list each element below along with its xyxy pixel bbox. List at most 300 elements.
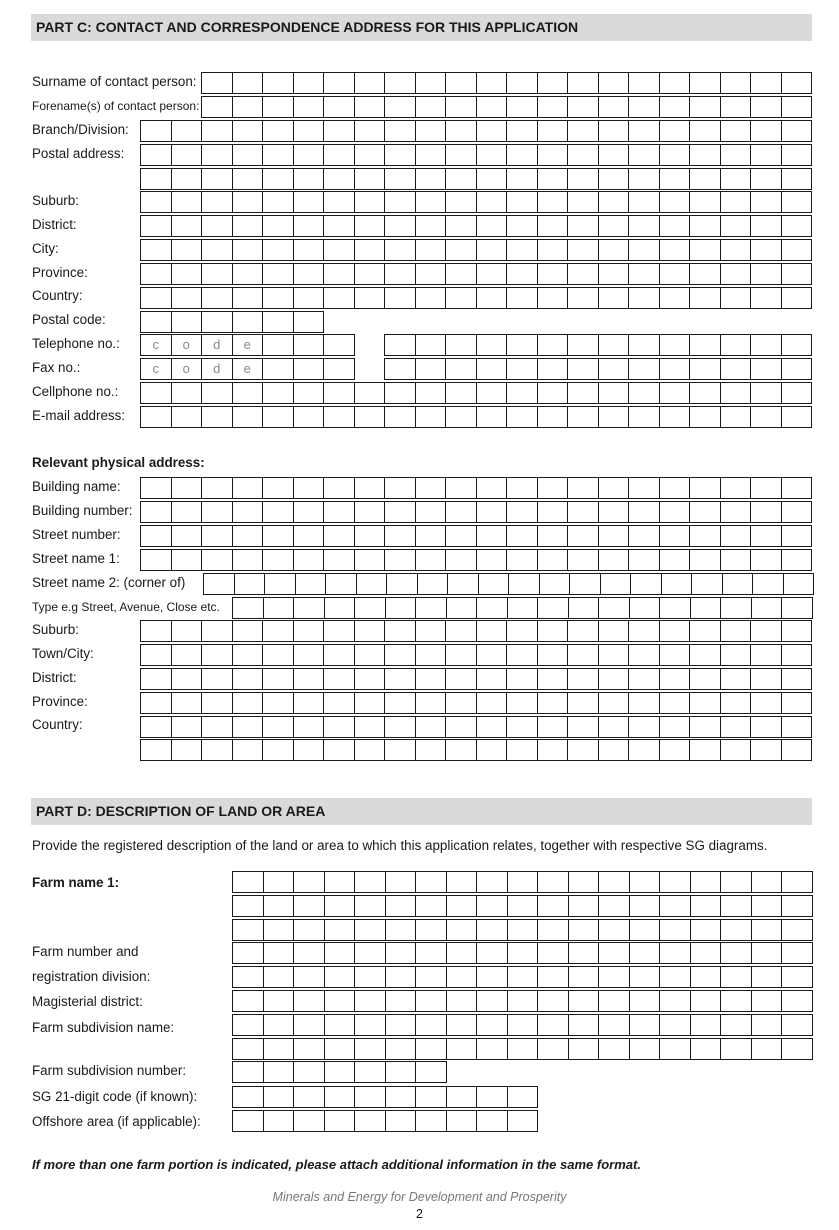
- char-box[interactable]: [324, 620, 355, 642]
- char-box[interactable]: [538, 597, 569, 619]
- char-box[interactable]: [538, 990, 569, 1012]
- char-box[interactable]: [599, 668, 630, 690]
- char-box[interactable]: [629, 477, 660, 499]
- char-box[interactable]: [385, 215, 416, 237]
- char-box[interactable]: [264, 966, 295, 988]
- char-box[interactable]: [721, 72, 752, 94]
- char-box[interactable]: [479, 573, 510, 595]
- char-box[interactable]: [233, 311, 264, 333]
- char-box[interactable]: [751, 239, 782, 261]
- char-box[interactable]: [508, 871, 539, 893]
- char-box[interactable]: [599, 239, 630, 261]
- char-box[interactable]: [416, 966, 447, 988]
- char-box[interactable]: [568, 263, 599, 285]
- char-box[interactable]: [386, 1014, 417, 1036]
- char-box[interactable]: [294, 168, 325, 190]
- char-box[interactable]: [538, 871, 569, 893]
- char-box[interactable]: [141, 525, 172, 547]
- char-box[interactable]: [629, 692, 660, 714]
- char-box[interactable]: [263, 287, 294, 309]
- char-box[interactable]: [721, 871, 752, 893]
- char-box[interactable]: [172, 239, 203, 261]
- char-box[interactable]: [538, 120, 569, 142]
- char-box[interactable]: [569, 966, 600, 988]
- char-box[interactable]: [782, 620, 813, 642]
- char-box[interactable]: [202, 739, 233, 761]
- char-box[interactable]: [233, 549, 264, 571]
- char-box[interactable]: [508, 1038, 539, 1060]
- char-box[interactable]: [721, 525, 752, 547]
- char-box[interactable]: [477, 72, 508, 94]
- char-box[interactable]: [507, 716, 538, 738]
- char-box[interactable]: [477, 334, 508, 356]
- char-box[interactable]: [172, 287, 203, 309]
- char-box[interactable]: [416, 692, 447, 714]
- char-box[interactable]: [599, 942, 630, 964]
- char-box[interactable]: [235, 573, 266, 595]
- char-box[interactable]: [233, 263, 264, 285]
- char-box[interactable]: [294, 1061, 325, 1083]
- char-box[interactable]: [172, 215, 203, 237]
- char-box[interactable]: [477, 120, 508, 142]
- char-box[interactable]: [751, 334, 782, 356]
- char-box[interactable]: [416, 477, 447, 499]
- char-box[interactable]: [416, 668, 447, 690]
- char-box[interactable]: [294, 739, 325, 761]
- char-box[interactable]: [782, 739, 813, 761]
- char-box[interactable]: [568, 215, 599, 237]
- char-box[interactable]: [416, 919, 447, 941]
- char-box[interactable]: [782, 477, 813, 499]
- char-box[interactable]: [385, 382, 416, 404]
- char-box[interactable]: [721, 668, 752, 690]
- char-box[interactable]: [690, 215, 721, 237]
- char-box[interactable]: [446, 334, 477, 356]
- char-box[interactable]: [263, 239, 294, 261]
- char-box[interactable]: [416, 871, 447, 893]
- char-box[interactable]: [599, 919, 630, 941]
- char-box[interactable]: [324, 739, 355, 761]
- char-box[interactable]: [294, 144, 325, 166]
- char-box[interactable]: [141, 239, 172, 261]
- char-box[interactable]: [569, 895, 600, 917]
- char-box[interactable]: [538, 72, 569, 94]
- char-box[interactable]: [692, 573, 723, 595]
- char-box[interactable]: [569, 871, 600, 893]
- char-box[interactable]: [233, 501, 264, 523]
- char-box[interactable]: [141, 716, 172, 738]
- char-box[interactable]: [447, 942, 478, 964]
- char-box[interactable]: [141, 191, 172, 213]
- char-box[interactable]: [233, 525, 264, 547]
- char-box[interactable]: [172, 120, 203, 142]
- char-box[interactable]: [204, 573, 235, 595]
- char-box[interactable]: [477, 739, 508, 761]
- char-box[interactable]: [233, 692, 264, 714]
- char-box[interactable]: [355, 263, 386, 285]
- char-box[interactable]: [233, 215, 264, 237]
- char-box[interactable]: [448, 573, 479, 595]
- char-box[interactable]: [447, 919, 478, 941]
- char-box[interactable]: [721, 382, 752, 404]
- char-box[interactable]: [446, 501, 477, 523]
- char-box[interactable]: [599, 1014, 630, 1036]
- char-box[interactable]: [294, 239, 325, 261]
- char-box[interactable]: [172, 311, 203, 333]
- char-box[interactable]: [324, 215, 355, 237]
- char-box[interactable]: [416, 990, 447, 1012]
- char-box[interactable]: [629, 501, 660, 523]
- char-box[interactable]: [568, 144, 599, 166]
- char-box[interactable]: [660, 406, 691, 428]
- char-box[interactable]: [660, 525, 691, 547]
- char-box[interactable]: [630, 990, 661, 1012]
- char-box[interactable]: [385, 168, 416, 190]
- char-box[interactable]: [690, 692, 721, 714]
- char-box[interactable]: [202, 501, 233, 523]
- char-box[interactable]: [691, 1038, 722, 1060]
- char-box[interactable]: [416, 1038, 447, 1060]
- char-box[interactable]: [660, 96, 691, 118]
- char-box[interactable]: [751, 549, 782, 571]
- char-box[interactable]: [569, 1038, 600, 1060]
- char-box[interactable]: [324, 668, 355, 690]
- char-box[interactable]: [416, 597, 447, 619]
- char-box[interactable]: [294, 1014, 325, 1036]
- char-box[interactable]: [538, 215, 569, 237]
- char-box[interactable]: [447, 990, 478, 1012]
- char-box[interactable]: [446, 716, 477, 738]
- char-box[interactable]: [477, 406, 508, 428]
- char-box[interactable]: [691, 919, 722, 941]
- char-box[interactable]: [447, 1086, 478, 1108]
- char-box[interactable]: [752, 597, 783, 619]
- char-box[interactable]: [355, 96, 386, 118]
- char-box[interactable]: [416, 1086, 447, 1108]
- char-box[interactable]: [263, 263, 294, 285]
- char-box[interactable]: [691, 895, 722, 917]
- char-box[interactable]: [355, 477, 386, 499]
- char-box[interactable]: [599, 597, 630, 619]
- char-box[interactable]: [324, 692, 355, 714]
- char-box[interactable]: [599, 215, 630, 237]
- char-box[interactable]: [782, 525, 813, 547]
- char-box[interactable]: [233, 406, 264, 428]
- char-box[interactable]: [629, 215, 660, 237]
- char-box[interactable]: [569, 597, 600, 619]
- char-box[interactable]: [477, 895, 508, 917]
- char-box[interactable]: [233, 287, 264, 309]
- char-box[interactable]: [355, 1038, 386, 1060]
- char-box[interactable]: [172, 263, 203, 285]
- char-box[interactable]: [141, 144, 172, 166]
- char-box[interactable]: [294, 406, 325, 428]
- char-box[interactable]: [508, 990, 539, 1012]
- char-box[interactable]: [568, 358, 599, 380]
- char-box[interactable]: [782, 263, 813, 285]
- char-box[interactable]: [355, 72, 386, 94]
- char-box[interactable]: [660, 716, 691, 738]
- char-box[interactable]: [568, 692, 599, 714]
- char-box[interactable]: [599, 966, 630, 988]
- char-box[interactable]: [385, 239, 416, 261]
- char-box[interactable]: [141, 477, 172, 499]
- char-box[interactable]: [416, 501, 447, 523]
- char-box[interactable]: [782, 871, 813, 893]
- char-box[interactable]: [294, 549, 325, 571]
- char-box[interactable]: [141, 620, 172, 642]
- char-box[interactable]: [690, 287, 721, 309]
- char-box[interactable]: [568, 668, 599, 690]
- char-box[interactable]: [629, 96, 660, 118]
- char-box[interactable]: [477, 644, 508, 666]
- char-box[interactable]: [294, 72, 325, 94]
- char-box[interactable]: [751, 120, 782, 142]
- char-box[interactable]: [660, 382, 691, 404]
- char-box[interactable]: [172, 525, 203, 547]
- char-box[interactable]: [294, 1038, 325, 1060]
- char-box[interactable]: [385, 96, 416, 118]
- char-box[interactable]: [568, 72, 599, 94]
- char-box[interactable]: [172, 644, 203, 666]
- char-box[interactable]: [324, 72, 355, 94]
- char-box[interactable]: [507, 358, 538, 380]
- char-box[interactable]: [385, 739, 416, 761]
- char-box[interactable]: [629, 620, 660, 642]
- char-box[interactable]: [660, 966, 691, 988]
- char-box[interactable]: [660, 239, 691, 261]
- char-box[interactable]: [568, 334, 599, 356]
- char-box[interactable]: [751, 382, 782, 404]
- char-box[interactable]: [568, 501, 599, 523]
- char-box[interactable]: [784, 573, 815, 595]
- char-box[interactable]: [263, 525, 294, 547]
- char-box[interactable]: [568, 239, 599, 261]
- char-box[interactable]: [324, 334, 355, 356]
- char-box[interactable]: [508, 919, 539, 941]
- char-box[interactable]: [752, 1038, 783, 1060]
- char-box[interactable]: [385, 263, 416, 285]
- char-box[interactable]: [355, 1110, 386, 1132]
- char-box[interactable]: [721, 597, 752, 619]
- char-box[interactable]: d: [202, 334, 233, 356]
- char-box[interactable]: [752, 895, 783, 917]
- char-box[interactable]: [385, 144, 416, 166]
- char-box[interactable]: [264, 1061, 295, 1083]
- char-box[interactable]: [446, 477, 477, 499]
- char-box[interactable]: [294, 287, 325, 309]
- char-box[interactable]: [782, 406, 813, 428]
- char-box[interactable]: [660, 191, 691, 213]
- char-box[interactable]: [507, 477, 538, 499]
- char-box[interactable]: [202, 692, 233, 714]
- char-box[interactable]: [355, 1061, 386, 1083]
- char-box[interactable]: [751, 191, 782, 213]
- char-box[interactable]: [690, 477, 721, 499]
- char-box[interactable]: [324, 358, 355, 380]
- char-box[interactable]: [386, 919, 417, 941]
- char-box[interactable]: [660, 919, 691, 941]
- char-box[interactable]: [721, 990, 752, 1012]
- char-box[interactable]: [630, 1038, 661, 1060]
- char-box[interactable]: [721, 739, 752, 761]
- char-box[interactable]: [507, 287, 538, 309]
- char-box[interactable]: [540, 573, 571, 595]
- char-box[interactable]: [202, 668, 233, 690]
- char-box[interactable]: [721, 334, 752, 356]
- char-box[interactable]: [294, 311, 325, 333]
- char-box[interactable]: [446, 72, 477, 94]
- char-box[interactable]: [385, 72, 416, 94]
- char-box[interactable]: [355, 382, 386, 404]
- char-box[interactable]: [599, 358, 630, 380]
- char-box[interactable]: [751, 406, 782, 428]
- char-box[interactable]: [509, 573, 540, 595]
- char-box[interactable]: [385, 120, 416, 142]
- char-box[interactable]: [599, 644, 630, 666]
- char-box[interactable]: [690, 120, 721, 142]
- char-box[interactable]: [629, 120, 660, 142]
- char-box[interactable]: [294, 334, 325, 356]
- char-box[interactable]: [751, 668, 782, 690]
- char-box[interactable]: [355, 990, 386, 1012]
- char-box[interactable]: [660, 334, 691, 356]
- char-box[interactable]: [599, 144, 630, 166]
- char-box[interactable]: [660, 287, 691, 309]
- char-box[interactable]: [662, 573, 693, 595]
- char-box[interactable]: o: [172, 334, 203, 356]
- char-box[interactable]: [599, 191, 630, 213]
- char-box[interactable]: [416, 168, 447, 190]
- char-box[interactable]: [233, 990, 264, 1012]
- char-box[interactable]: [386, 1038, 417, 1060]
- char-box[interactable]: [538, 287, 569, 309]
- char-box[interactable]: [294, 919, 325, 941]
- char-box[interactable]: [782, 549, 813, 571]
- char-box[interactable]: [477, 692, 508, 714]
- char-box[interactable]: [263, 168, 294, 190]
- char-box[interactable]: [538, 477, 569, 499]
- char-box[interactable]: [721, 1038, 752, 1060]
- char-box[interactable]: [324, 644, 355, 666]
- char-box[interactable]: [629, 263, 660, 285]
- char-box[interactable]: [599, 871, 630, 893]
- char-box[interactable]: [172, 620, 203, 642]
- char-box[interactable]: [477, 620, 508, 642]
- char-box[interactable]: [263, 716, 294, 738]
- char-box[interactable]: e: [233, 334, 264, 356]
- char-box[interactable]: [264, 942, 295, 964]
- char-box[interactable]: [751, 215, 782, 237]
- char-box[interactable]: [782, 644, 813, 666]
- char-box[interactable]: [782, 215, 813, 237]
- char-box[interactable]: [324, 144, 355, 166]
- char-box[interactable]: [721, 549, 752, 571]
- char-box[interactable]: [569, 990, 600, 1012]
- char-box[interactable]: [446, 692, 477, 714]
- char-box[interactable]: [202, 549, 233, 571]
- char-box[interactable]: [294, 597, 325, 619]
- char-box[interactable]: [570, 573, 601, 595]
- char-box[interactable]: [446, 644, 477, 666]
- char-box[interactable]: [172, 144, 203, 166]
- char-box[interactable]: [355, 215, 386, 237]
- char-box[interactable]: [263, 96, 294, 118]
- char-box[interactable]: [660, 871, 691, 893]
- char-box[interactable]: [568, 644, 599, 666]
- char-box[interactable]: [355, 871, 386, 893]
- char-box[interactable]: [782, 96, 813, 118]
- char-box[interactable]: [263, 358, 294, 380]
- char-box[interactable]: [751, 692, 782, 714]
- char-box[interactable]: [355, 1086, 386, 1108]
- char-box[interactable]: [538, 358, 569, 380]
- char-box[interactable]: [538, 668, 569, 690]
- char-box[interactable]: [446, 382, 477, 404]
- char-box[interactable]: [202, 525, 233, 547]
- char-box[interactable]: [721, 239, 752, 261]
- char-box[interactable]: [294, 501, 325, 523]
- char-box[interactable]: [447, 597, 478, 619]
- char-box[interactable]: [326, 573, 357, 595]
- char-box[interactable]: [751, 620, 782, 642]
- char-box[interactable]: [660, 739, 691, 761]
- char-box[interactable]: [660, 358, 691, 380]
- char-box[interactable]: [324, 96, 355, 118]
- char-box[interactable]: [751, 168, 782, 190]
- char-box[interactable]: [355, 620, 386, 642]
- char-box[interactable]: [721, 644, 752, 666]
- char-box[interactable]: [629, 739, 660, 761]
- char-box[interactable]: [721, 287, 752, 309]
- char-box[interactable]: [416, 239, 447, 261]
- char-box[interactable]: [507, 644, 538, 666]
- char-box[interactable]: [629, 406, 660, 428]
- char-box[interactable]: [141, 501, 172, 523]
- char-box[interactable]: [721, 919, 752, 941]
- char-box[interactable]: [386, 1061, 417, 1083]
- char-box[interactable]: [357, 573, 388, 595]
- char-box[interactable]: [751, 287, 782, 309]
- char-box[interactable]: [325, 1110, 356, 1132]
- char-box[interactable]: [508, 895, 539, 917]
- char-box[interactable]: [568, 120, 599, 142]
- char-box[interactable]: [264, 1086, 295, 1108]
- char-box[interactable]: [233, 239, 264, 261]
- char-box[interactable]: [538, 501, 569, 523]
- char-box[interactable]: [631, 573, 662, 595]
- char-box[interactable]: [690, 334, 721, 356]
- char-box[interactable]: [629, 644, 660, 666]
- char-box[interactable]: [233, 871, 264, 893]
- char-box[interactable]: [660, 942, 691, 964]
- char-box[interactable]: o: [172, 358, 203, 380]
- char-box[interactable]: [446, 120, 477, 142]
- char-box[interactable]: [477, 263, 508, 285]
- char-box[interactable]: [202, 72, 233, 94]
- char-box[interactable]: [599, 501, 630, 523]
- char-box[interactable]: [264, 919, 295, 941]
- char-box[interactable]: [355, 919, 386, 941]
- char-box[interactable]: [507, 215, 538, 237]
- char-box[interactable]: [629, 191, 660, 213]
- char-box[interactable]: [507, 168, 538, 190]
- char-box[interactable]: [751, 716, 782, 738]
- char-box[interactable]: [202, 120, 233, 142]
- char-box[interactable]: [782, 334, 813, 356]
- char-box[interactable]: [386, 1110, 417, 1132]
- char-box[interactable]: [446, 549, 477, 571]
